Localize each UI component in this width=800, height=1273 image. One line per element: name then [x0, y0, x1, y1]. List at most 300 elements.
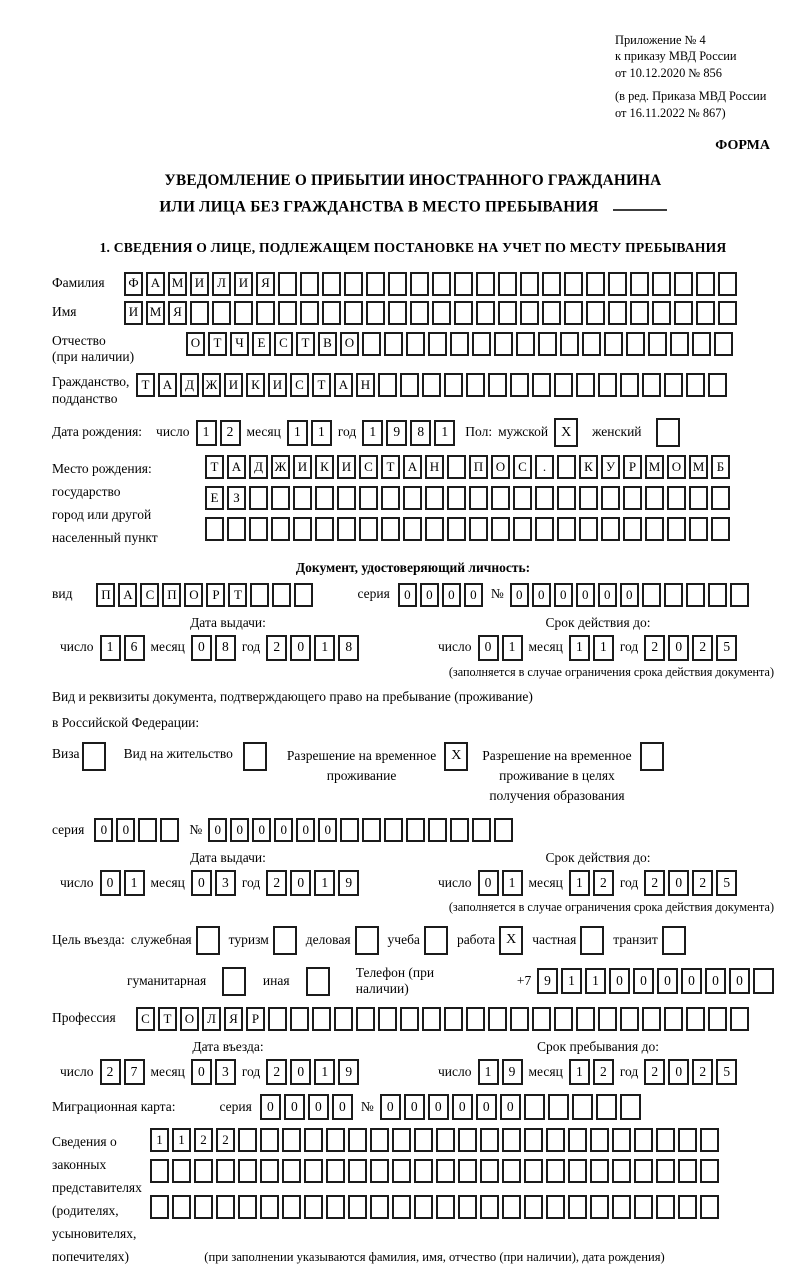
char-cell[interactable]: И	[124, 301, 143, 325]
char-cell[interactable]	[256, 301, 275, 325]
char-cell[interactable]	[598, 373, 617, 397]
char-cell[interactable]	[686, 1007, 705, 1031]
char-cell[interactable]	[652, 272, 671, 296]
char-cell[interactable]: О	[184, 583, 203, 607]
char-cell[interactable]: К	[579, 455, 598, 479]
char-cell[interactable]: .	[535, 455, 554, 479]
char-cell[interactable]	[362, 332, 381, 356]
char-cell[interactable]	[348, 1128, 367, 1152]
char-cell[interactable]	[568, 1128, 587, 1152]
char-cell[interactable]	[304, 1128, 323, 1152]
char-cell[interactable]: Е	[252, 332, 271, 356]
char-cell[interactable]	[689, 486, 708, 510]
char-cell[interactable]	[436, 1128, 455, 1152]
char-cell[interactable]: Т	[136, 373, 155, 397]
char-cell[interactable]: Т	[205, 455, 224, 479]
char-cell[interactable]	[227, 517, 246, 541]
char-cell[interactable]	[630, 272, 649, 296]
char-cell[interactable]	[667, 486, 686, 510]
char-cell[interactable]: Ф	[124, 272, 143, 296]
char-cell[interactable]	[576, 373, 595, 397]
char-cell[interactable]: 0	[464, 583, 483, 607]
char-cell[interactable]	[711, 486, 730, 510]
char-cell[interactable]	[645, 517, 664, 541]
char-cell[interactable]: 0	[116, 818, 135, 842]
char-cell[interactable]	[172, 1195, 191, 1219]
char-cell[interactable]: Т	[228, 583, 247, 607]
char-cell[interactable]	[425, 486, 444, 510]
char-cell[interactable]: 9	[537, 968, 558, 994]
char-cell[interactable]: 8	[338, 635, 359, 661]
char-cell[interactable]	[388, 301, 407, 325]
char-cell[interactable]	[620, 1094, 641, 1120]
char-cell[interactable]	[491, 486, 510, 510]
char-cell[interactable]: С	[513, 455, 532, 479]
checkbox-cell[interactable]: X	[499, 926, 523, 955]
char-cell[interactable]: Р	[623, 455, 642, 479]
char-cell[interactable]	[326, 1128, 345, 1152]
char-cell[interactable]	[312, 1007, 331, 1031]
char-cell[interactable]: С	[136, 1007, 155, 1031]
char-cell[interactable]	[403, 517, 422, 541]
char-cell[interactable]: 0	[576, 583, 595, 607]
char-cell[interactable]	[524, 1094, 545, 1120]
char-cell[interactable]: М	[146, 301, 165, 325]
char-cell[interactable]	[293, 517, 312, 541]
char-cell[interactable]	[652, 301, 671, 325]
char-cell[interactable]	[670, 332, 689, 356]
char-cell[interactable]: С	[274, 332, 293, 356]
char-cell[interactable]	[590, 1195, 609, 1219]
char-cell[interactable]	[488, 373, 507, 397]
char-cell[interactable]: 5	[716, 635, 737, 661]
char-cell[interactable]: И	[234, 272, 253, 296]
char-cell[interactable]: У	[601, 455, 620, 479]
char-cell[interactable]	[238, 1195, 257, 1219]
char-cell[interactable]: 1	[314, 1059, 335, 1085]
char-cell[interactable]	[366, 301, 385, 325]
char-cell[interactable]: 0	[380, 1094, 401, 1120]
char-cell[interactable]	[642, 373, 661, 397]
char-cell[interactable]	[532, 373, 551, 397]
char-cell[interactable]	[548, 1094, 569, 1120]
char-cell[interactable]: О	[340, 332, 359, 356]
char-cell[interactable]: М	[689, 455, 708, 479]
char-cell[interactable]: Я	[256, 272, 275, 296]
char-cell[interactable]	[403, 486, 422, 510]
char-cell[interactable]	[381, 486, 400, 510]
char-cell[interactable]	[322, 272, 341, 296]
char-cell[interactable]	[579, 517, 598, 541]
char-cell[interactable]	[260, 1128, 279, 1152]
char-cell[interactable]: 0	[420, 583, 439, 607]
char-cell[interactable]: 3	[215, 1059, 236, 1085]
char-cell[interactable]: 0	[668, 1059, 689, 1085]
char-cell[interactable]: 0	[284, 1094, 305, 1120]
char-cell[interactable]	[557, 455, 576, 479]
char-cell[interactable]	[656, 1128, 675, 1152]
char-cell[interactable]	[392, 1195, 411, 1219]
char-cell[interactable]: А	[227, 455, 246, 479]
char-cell[interactable]	[696, 272, 715, 296]
char-cell[interactable]	[596, 1094, 617, 1120]
char-cell[interactable]	[271, 486, 290, 510]
char-cell[interactable]: И	[293, 455, 312, 479]
char-cell[interactable]	[586, 301, 605, 325]
char-cell[interactable]	[520, 301, 539, 325]
char-cell[interactable]: 2	[692, 635, 713, 661]
char-cell[interactable]: 5	[716, 870, 737, 896]
char-cell[interactable]	[542, 301, 561, 325]
char-cell[interactable]: 1	[502, 870, 523, 896]
char-cell[interactable]	[300, 272, 319, 296]
char-cell[interactable]	[480, 1195, 499, 1219]
char-cell[interactable]	[249, 486, 268, 510]
char-cell[interactable]	[538, 332, 557, 356]
char-cell[interactable]: 0	[290, 1059, 311, 1085]
char-cell[interactable]	[718, 272, 737, 296]
char-cell[interactable]: 0	[510, 583, 529, 607]
char-cell[interactable]: 2	[266, 1059, 287, 1085]
char-cell[interactable]: 1	[150, 1128, 169, 1152]
char-cell[interactable]: 2	[220, 420, 241, 446]
char-cell[interactable]: 2	[692, 870, 713, 896]
char-cell[interactable]	[513, 517, 532, 541]
char-cell[interactable]: 0	[208, 818, 227, 842]
char-cell[interactable]	[642, 1007, 661, 1031]
char-cell[interactable]	[645, 486, 664, 510]
char-cell[interactable]	[293, 486, 312, 510]
char-cell[interactable]	[356, 1007, 375, 1031]
char-cell[interactable]	[686, 373, 705, 397]
char-cell[interactable]	[598, 1007, 617, 1031]
char-cell[interactable]: 0	[428, 1094, 449, 1120]
char-cell[interactable]	[278, 301, 297, 325]
char-cell[interactable]	[535, 486, 554, 510]
char-cell[interactable]	[138, 818, 157, 842]
char-cell[interactable]: 0	[452, 1094, 473, 1120]
char-cell[interactable]	[642, 583, 661, 607]
char-cell[interactable]	[337, 517, 356, 541]
char-cell[interactable]	[400, 1007, 419, 1031]
char-cell[interactable]: 2	[692, 1059, 713, 1085]
char-cell[interactable]: 0	[296, 818, 315, 842]
char-cell[interactable]	[466, 1007, 485, 1031]
char-cell[interactable]: Д	[180, 373, 199, 397]
char-cell[interactable]	[406, 332, 425, 356]
char-cell[interactable]	[494, 818, 513, 842]
char-cell[interactable]: 0	[274, 818, 293, 842]
char-cell[interactable]	[730, 1007, 749, 1031]
char-cell[interactable]: 0	[290, 635, 311, 661]
char-cell[interactable]	[400, 373, 419, 397]
char-cell[interactable]: 0	[554, 583, 573, 607]
char-cell[interactable]	[664, 1007, 683, 1031]
char-cell[interactable]: Т	[158, 1007, 177, 1031]
char-cell[interactable]	[469, 517, 488, 541]
char-cell[interactable]	[554, 1007, 573, 1031]
char-cell[interactable]: 1	[287, 420, 308, 446]
char-cell[interactable]: М	[168, 272, 187, 296]
char-cell[interactable]	[564, 301, 583, 325]
char-cell[interactable]	[414, 1195, 433, 1219]
char-cell[interactable]	[557, 517, 576, 541]
char-cell[interactable]	[708, 373, 727, 397]
char-cell[interactable]	[436, 1195, 455, 1219]
char-cell[interactable]	[282, 1195, 301, 1219]
char-cell[interactable]: 0	[442, 583, 461, 607]
char-cell[interactable]: Н	[425, 455, 444, 479]
checkbox-cell[interactable]	[222, 967, 246, 996]
char-cell[interactable]	[362, 818, 381, 842]
char-cell[interactable]: 0	[476, 1094, 497, 1120]
char-cell[interactable]	[714, 332, 733, 356]
char-cell[interactable]	[388, 272, 407, 296]
char-cell[interactable]: И	[268, 373, 287, 397]
char-cell[interactable]	[620, 1007, 639, 1031]
char-cell[interactable]: Т	[208, 332, 227, 356]
char-cell[interactable]: 0	[318, 818, 337, 842]
char-cell[interactable]	[634, 1195, 653, 1219]
char-cell[interactable]	[634, 1128, 653, 1152]
char-cell[interactable]	[469, 486, 488, 510]
char-cell[interactable]: Е	[205, 486, 224, 510]
char-cell[interactable]: Л	[202, 1007, 221, 1031]
char-cell[interactable]: 1	[569, 635, 590, 661]
char-cell[interactable]	[205, 517, 224, 541]
char-cell[interactable]: 9	[338, 870, 359, 896]
char-cell[interactable]: 2	[266, 635, 287, 661]
char-cell[interactable]: 0	[230, 818, 249, 842]
char-cell[interactable]: А	[118, 583, 137, 607]
char-cell[interactable]	[410, 301, 429, 325]
char-cell[interactable]	[648, 332, 667, 356]
char-cell[interactable]	[692, 332, 711, 356]
char-cell[interactable]: Я	[168, 301, 187, 325]
char-cell[interactable]: 0	[191, 1059, 212, 1085]
char-cell[interactable]: З	[227, 486, 246, 510]
char-cell[interactable]: 0	[398, 583, 417, 607]
char-cell[interactable]: Т	[381, 455, 400, 479]
char-cell[interactable]: М	[645, 455, 664, 479]
char-cell[interactable]	[502, 1128, 521, 1152]
char-cell[interactable]	[711, 517, 730, 541]
char-cell[interactable]	[447, 455, 466, 479]
char-cell[interactable]: 1	[434, 420, 455, 446]
char-cell[interactable]	[623, 486, 642, 510]
char-cell[interactable]	[326, 1195, 345, 1219]
char-cell[interactable]	[718, 301, 737, 325]
char-cell[interactable]	[502, 1195, 521, 1219]
char-cell[interactable]	[520, 272, 539, 296]
char-cell[interactable]	[216, 1195, 235, 1219]
char-cell[interactable]: Т	[312, 373, 331, 397]
checkbox-cell[interactable]	[306, 967, 330, 996]
char-cell[interactable]	[576, 1007, 595, 1031]
char-cell[interactable]	[348, 1195, 367, 1219]
char-cell[interactable]: 0	[657, 968, 678, 994]
char-cell[interactable]	[708, 1007, 727, 1031]
char-cell[interactable]	[450, 818, 469, 842]
char-cell[interactable]	[250, 583, 269, 607]
char-cell[interactable]	[491, 517, 510, 541]
char-cell[interactable]	[564, 272, 583, 296]
char-cell[interactable]	[516, 332, 535, 356]
char-cell[interactable]: И	[337, 455, 356, 479]
char-cell[interactable]: 0	[478, 635, 499, 661]
char-cell[interactable]	[447, 486, 466, 510]
char-cell[interactable]: 2	[100, 1059, 121, 1085]
checkbox-cell[interactable]: X	[554, 418, 578, 447]
char-cell[interactable]	[428, 332, 447, 356]
char-cell[interactable]	[414, 1128, 433, 1152]
char-cell[interactable]: 0	[100, 870, 121, 896]
char-cell[interactable]	[510, 373, 529, 397]
char-cell[interactable]: А	[158, 373, 177, 397]
char-cell[interactable]: 9	[386, 420, 407, 446]
char-cell[interactable]: 1	[569, 870, 590, 896]
char-cell[interactable]	[334, 1007, 353, 1031]
char-cell[interactable]	[601, 517, 620, 541]
char-cell[interactable]	[608, 272, 627, 296]
char-cell[interactable]	[582, 332, 601, 356]
char-cell[interactable]: О	[491, 455, 510, 479]
char-cell[interactable]	[513, 486, 532, 510]
char-cell[interactable]	[546, 1128, 565, 1152]
char-cell[interactable]	[381, 517, 400, 541]
char-cell[interactable]	[238, 1128, 257, 1152]
char-cell[interactable]: 0	[668, 870, 689, 896]
char-cell[interactable]	[476, 301, 495, 325]
char-cell[interactable]: 1	[100, 635, 121, 661]
char-cell[interactable]	[194, 1195, 213, 1219]
char-cell[interactable]	[678, 1128, 697, 1152]
char-cell[interactable]	[664, 583, 683, 607]
checkbox-cell[interactable]	[196, 926, 220, 955]
char-cell[interactable]	[366, 272, 385, 296]
char-cell[interactable]: Я	[224, 1007, 243, 1031]
char-cell[interactable]: 1	[172, 1128, 191, 1152]
char-cell[interactable]: Р	[246, 1007, 265, 1031]
char-cell[interactable]	[454, 272, 473, 296]
char-cell[interactable]: С	[359, 455, 378, 479]
checkbox-cell[interactable]: X	[444, 742, 468, 771]
char-cell[interactable]: 2	[644, 1059, 665, 1085]
checkbox-cell[interactable]	[662, 926, 686, 955]
char-cell[interactable]: Н	[356, 373, 375, 397]
char-cell[interactable]	[272, 583, 291, 607]
char-cell[interactable]: 0	[681, 968, 702, 994]
char-cell[interactable]: П	[162, 583, 181, 607]
char-cell[interactable]	[340, 818, 359, 842]
char-cell[interactable]: А	[403, 455, 422, 479]
char-cell[interactable]: 2	[593, 1059, 614, 1085]
char-cell[interactable]	[532, 1007, 551, 1031]
char-cell[interactable]	[278, 272, 297, 296]
char-cell[interactable]: 7	[124, 1059, 145, 1085]
char-cell[interactable]: 1	[585, 968, 606, 994]
checkbox-cell[interactable]	[640, 742, 664, 771]
char-cell[interactable]	[384, 332, 403, 356]
char-cell[interactable]: К	[315, 455, 334, 479]
char-cell[interactable]: 0	[260, 1094, 281, 1120]
char-cell[interactable]: Б	[711, 455, 730, 479]
char-cell[interactable]	[447, 517, 466, 541]
char-cell[interactable]	[730, 583, 749, 607]
char-cell[interactable]	[753, 968, 774, 994]
char-cell[interactable]	[498, 272, 517, 296]
char-cell[interactable]	[458, 1195, 477, 1219]
char-cell[interactable]	[466, 373, 485, 397]
char-cell[interactable]	[150, 1195, 169, 1219]
char-cell[interactable]: 1	[569, 1059, 590, 1085]
char-cell[interactable]	[190, 301, 209, 325]
char-cell[interactable]: 0	[191, 870, 212, 896]
char-cell[interactable]	[315, 486, 334, 510]
char-cell[interactable]	[359, 517, 378, 541]
char-cell[interactable]: 0	[633, 968, 654, 994]
char-cell[interactable]: П	[469, 455, 488, 479]
char-cell[interactable]	[630, 301, 649, 325]
char-cell[interactable]	[392, 1128, 411, 1152]
char-cell[interactable]	[708, 583, 727, 607]
char-cell[interactable]: 2	[216, 1128, 235, 1152]
char-cell[interactable]	[542, 272, 561, 296]
char-cell[interactable]: 1	[314, 635, 335, 661]
checkbox-cell[interactable]	[656, 418, 680, 447]
char-cell[interactable]: 2	[266, 870, 287, 896]
char-cell[interactable]	[700, 1128, 719, 1152]
char-cell[interactable]	[689, 517, 708, 541]
char-cell[interactable]	[557, 486, 576, 510]
char-cell[interactable]	[337, 486, 356, 510]
char-cell[interactable]: В	[318, 332, 337, 356]
char-cell[interactable]	[359, 486, 378, 510]
char-cell[interactable]: 0	[332, 1094, 353, 1120]
char-cell[interactable]	[494, 332, 513, 356]
char-cell[interactable]: 0	[598, 583, 617, 607]
char-cell[interactable]	[579, 486, 598, 510]
char-cell[interactable]	[410, 272, 429, 296]
char-cell[interactable]: 0	[478, 870, 499, 896]
char-cell[interactable]: Л	[212, 272, 231, 296]
char-cell[interactable]: 1	[314, 870, 335, 896]
char-cell[interactable]	[524, 1128, 543, 1152]
char-cell[interactable]	[294, 583, 313, 607]
char-cell[interactable]	[612, 1128, 631, 1152]
char-cell[interactable]	[524, 1195, 543, 1219]
char-cell[interactable]: 0	[620, 583, 639, 607]
char-cell[interactable]: 0	[252, 818, 271, 842]
char-cell[interactable]: 9	[502, 1059, 523, 1085]
char-cell[interactable]	[370, 1195, 389, 1219]
char-cell[interactable]: 1	[502, 635, 523, 661]
checkbox-cell[interactable]	[243, 742, 267, 771]
char-cell[interactable]	[268, 1007, 287, 1031]
char-cell[interactable]: 2	[194, 1128, 213, 1152]
char-cell[interactable]	[212, 301, 231, 325]
char-cell[interactable]	[300, 301, 319, 325]
char-cell[interactable]: Ж	[202, 373, 221, 397]
char-cell[interactable]: 0	[500, 1094, 521, 1120]
char-cell[interactable]: П	[96, 583, 115, 607]
char-cell[interactable]	[315, 517, 334, 541]
char-cell[interactable]: 5	[716, 1059, 737, 1085]
char-cell[interactable]	[432, 301, 451, 325]
char-cell[interactable]	[700, 1195, 719, 1219]
char-cell[interactable]: О	[667, 455, 686, 479]
char-cell[interactable]	[472, 332, 491, 356]
